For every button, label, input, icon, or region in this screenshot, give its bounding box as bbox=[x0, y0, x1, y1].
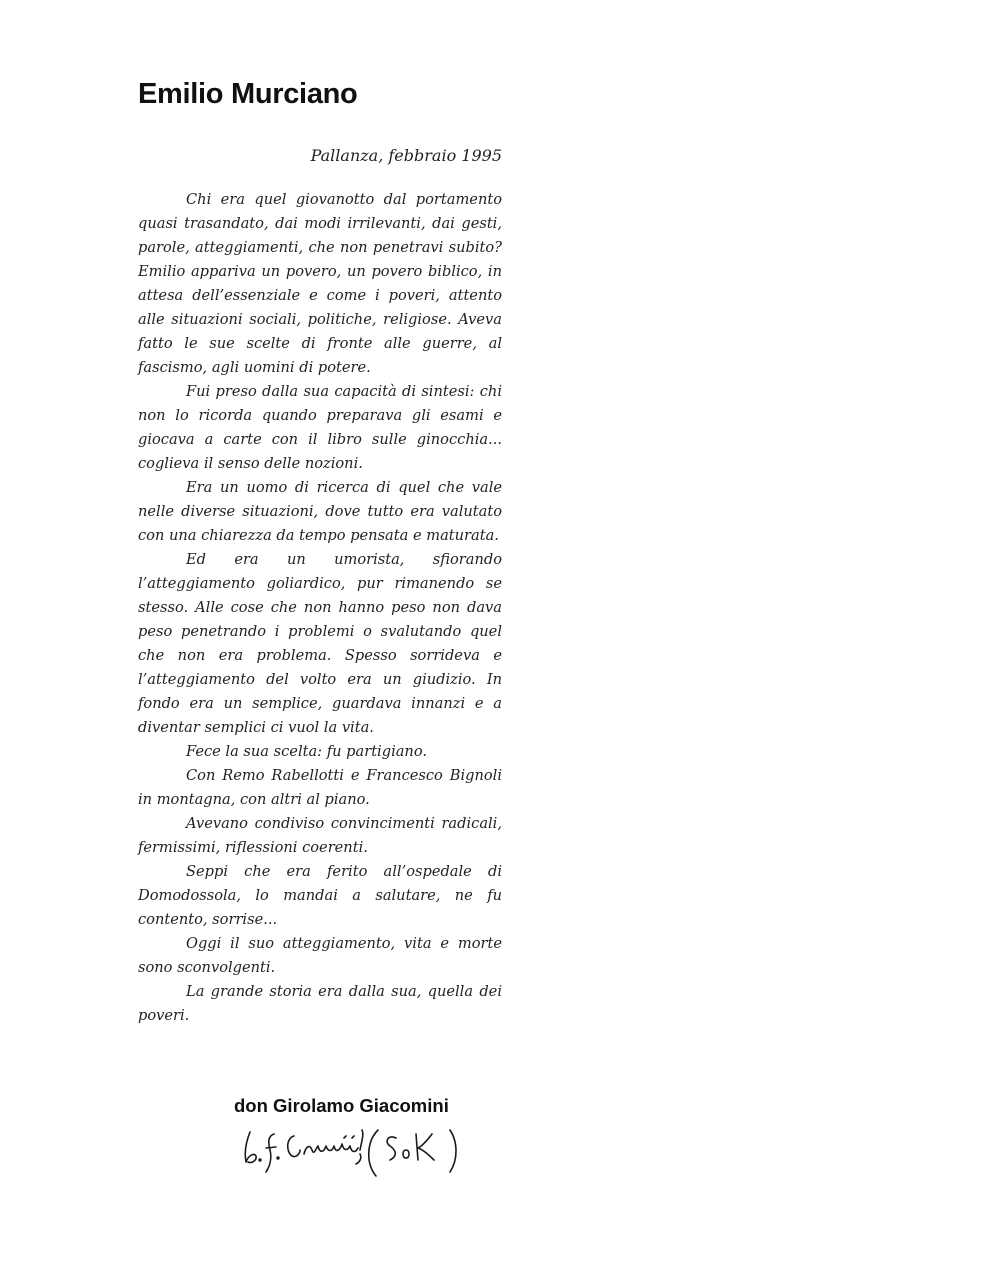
paragraph: La grande storia era dalla sua, quella dei poveri. bbox=[138, 983, 502, 1024]
paragraph: Oggi il suo atteggiamento, vita e morte sono sconvolgenti. bbox=[138, 935, 502, 976]
paragraph: Con Remo Rabellotti e Francesco Bignoli in montagna, con altri al piano. bbox=[138, 767, 502, 808]
paragraph: Ed era un umorista, sfiorando l’atteggiamento goliardico, pur rimanendo se stesso. Alle cose che non hanno peso non dava peso penetrando i problemi o svalutando quel che non era problema. Spesso sorrideva e l’atteggiamento del volto era un giudizio. In fondo era un semplice, guardava innanzi e a diventar semplici ci vuol la vita. bbox=[138, 551, 502, 736]
page-title: Emilio Murciano bbox=[138, 78, 358, 110]
paragraph: Avevano condiviso convincimenti radicali, fermissimi, riflessioni coerenti. bbox=[138, 815, 502, 856]
letter-body bbox=[138, 188, 502, 1028]
handwritten-signature bbox=[236, 1120, 476, 1180]
paragraph: Fui preso dalla sua capacità di sintesi: chi non lo ricorda quando preparava gli esami e giocava a carte con il libro sulle ginocchia... coglieva il senso delle nozioni. bbox=[138, 383, 502, 472]
paragraph: Era un uomo di ricerca di quel che vale nelle diverse situazioni, dove tutto era valutato con una chiarezza da tempo pensata e maturata. bbox=[138, 479, 502, 544]
dateline: Pallanza, febbraio 1995 bbox=[310, 146, 502, 165]
signer-name: don Girolamo Giacomini bbox=[234, 1095, 449, 1116]
paragraph: Seppi che era ferito all’ospedale di Domodossola, lo mandai a salutare, ne fu contento, sorrise... bbox=[138, 863, 502, 928]
paragraph: Fece la sua scelta: fu partigiano. bbox=[186, 743, 428, 760]
paragraph: Chi era quel giovanotto dal portamento quasi trasandato, dai modi irrilevanti, dai gesti, parole, atteggiamenti, che non penetravi subito? Emilio appariva un povero, un povero biblico, in attesa dell’essenziale e come i poveri, attento alle situazioni sociali, politiche, religiose. Aveva fatto le sue scelte di fronte alle guerre, al fascismo, agli uomini di potere. bbox=[138, 191, 502, 376]
